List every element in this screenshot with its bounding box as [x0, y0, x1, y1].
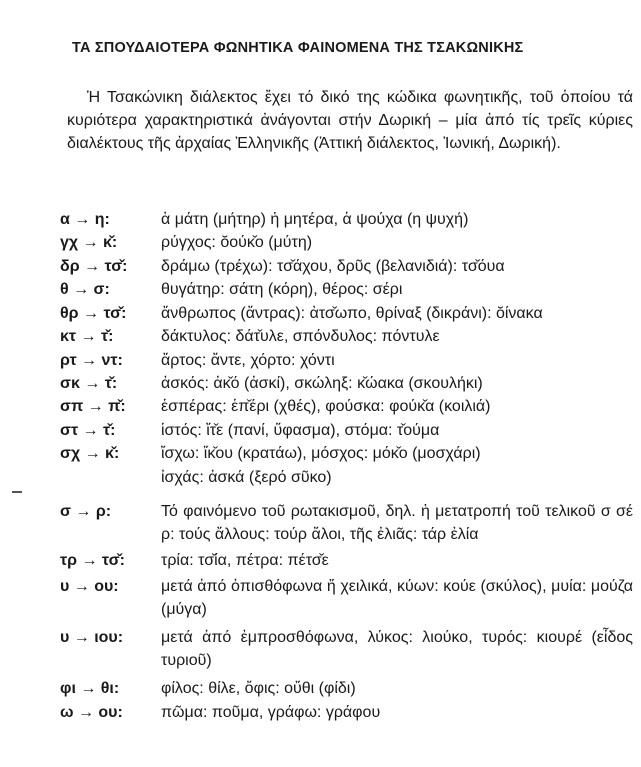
rule-label: θ → σ:: [60, 281, 110, 298]
rule-text: ἀσκός: ἀκ̌ό (ἀσκί), σκώληξ: κ̌ώακα (σκουλήκι): [161, 375, 483, 392]
rule-label: ρτ → ντ:: [60, 352, 123, 369]
rule-label: στ → τ̌:: [60, 422, 116, 439]
rule-text: ἱστός: ἴτ̌ε (πανί, ὕφασμα), στόμα: τ̌ούμα: [161, 422, 440, 439]
rule-label: υ → ιου:: [60, 629, 124, 646]
rule-text: μετά ἀπό ὀπισθόφωνα ἤ χειλικά, κύων: κούε (σκύλος), μυία: μούζα (μύγα): [161, 578, 633, 618]
stray-mark: [12, 491, 22, 493]
intro-text: Ἡ Τσακώνικη διάλεκτος ἔχει τό δικό της κώδικα φωνητικῆς, τοῦ ὁποίου τά κυριότερα χαρακτηριστικά ἀνάγονται στήν Δωρική – μία ἀπό τίς τρεῖς κύριες διαλέκτους τῆς ἀρχαίας Ἑλληνικῆς (Ἀττική διάλεκτος, Ἰωνική, Δωρική).: [67, 89, 633, 152]
rule-text: Τό φαινόμενο τοῦ ρωτακισμοῦ, δηλ. ἡ μετατροπή τοῦ τελικοῦ σ σέ ρ: τούς ἄλλους: τούρ ἄλοι, τῆς ἐλιᾶς: τάρ ἐλία: [161, 503, 633, 543]
rule-label: κτ → τ̌:: [60, 328, 114, 345]
rule-label: α → η:: [60, 211, 110, 228]
intro-paragraph: [67, 86, 633, 155]
rule-text: ἄνθρωπος (ἄντρας): ἀτσ̌ωπο, θρίναξ (δικράνι): ŏίνακα: [161, 305, 543, 322]
rule-label: δρ → τσ̌:: [60, 258, 128, 275]
rule-label: σκ → τ̌:: [60, 375, 118, 392]
rule-label: σπ → π̌:: [60, 398, 126, 415]
rule-text: ἁ μάτη (μήτηρ) ἡ μητέρα, ἁ ψούχα (η ψυχή): [161, 211, 469, 228]
rule-text: ἑσπέρας: ἑπ̌έρι (χθές), φούσκα: φούκ̌α (κοιλιά): [161, 398, 491, 415]
rule-text: δράμω (τρέχω): τσ̌άχου, δρῦς (βελανιδιά): τσ̌όυα: [161, 258, 505, 275]
rule-label: σχ → κ̌:: [60, 445, 120, 462]
rule-label: φι → θι:: [60, 680, 120, 697]
rule-label: σ → ρ:: [60, 503, 112, 520]
rule-text: ἴσχω: ἴκ̌ου (κρατάω), μόσχος: μόκ̌ο (μοσχάρι): [161, 445, 481, 462]
rule-text: φίλος: θίλε, ὄφις: οὔθι (φίδι): [161, 680, 356, 697]
rule-text: δάκτυλος: δάτ̌υλε, σπόνδυλος: πόντυλε: [161, 328, 440, 345]
rule-text: ρύγχος: ŏούκ̌ο (μύτη): [161, 234, 313, 251]
rule-text: θυγάτηρ: σάτη (κόρη), θέρος: σέρι: [161, 281, 403, 298]
rule-text: ἰσχάς: ἀσκά (ξερό σῦκο): [161, 469, 332, 486]
rule-label: ω → ου:: [60, 704, 123, 721]
rule-text: ἄρτος: ἄντε, χόρτο: χόντι: [161, 352, 335, 369]
page-title: ΤΑ ΣΠΟΥΔΑΙΟΤΕΡΑ ΦΩΝΗΤΙΚΑ ΦΑΙΝΟΜΕΝΑ ΤΗΣ ΤΣΑΚΩΝΙΚΗΣ: [72, 40, 524, 56]
rule-text: μετά ἀπό ἐμπροσθόφωνα, λύκος: λιούκο, τυρός: κιουρέ (εἶδος τυριοῦ): [161, 629, 633, 669]
rule-text: τρία: τσ̌ία, πέτρα: πέτσ̌ε: [161, 552, 329, 569]
rule-label: τρ → τσ̌:: [60, 552, 125, 569]
rule-label: υ → ου:: [60, 578, 119, 595]
rule-label: γχ → κ̌:: [60, 234, 118, 251]
rule-label: θρ → τσ̌:: [60, 305, 127, 322]
rule-text: πῶμα: ποῦμα, γράφω: γράφου: [161, 704, 381, 721]
